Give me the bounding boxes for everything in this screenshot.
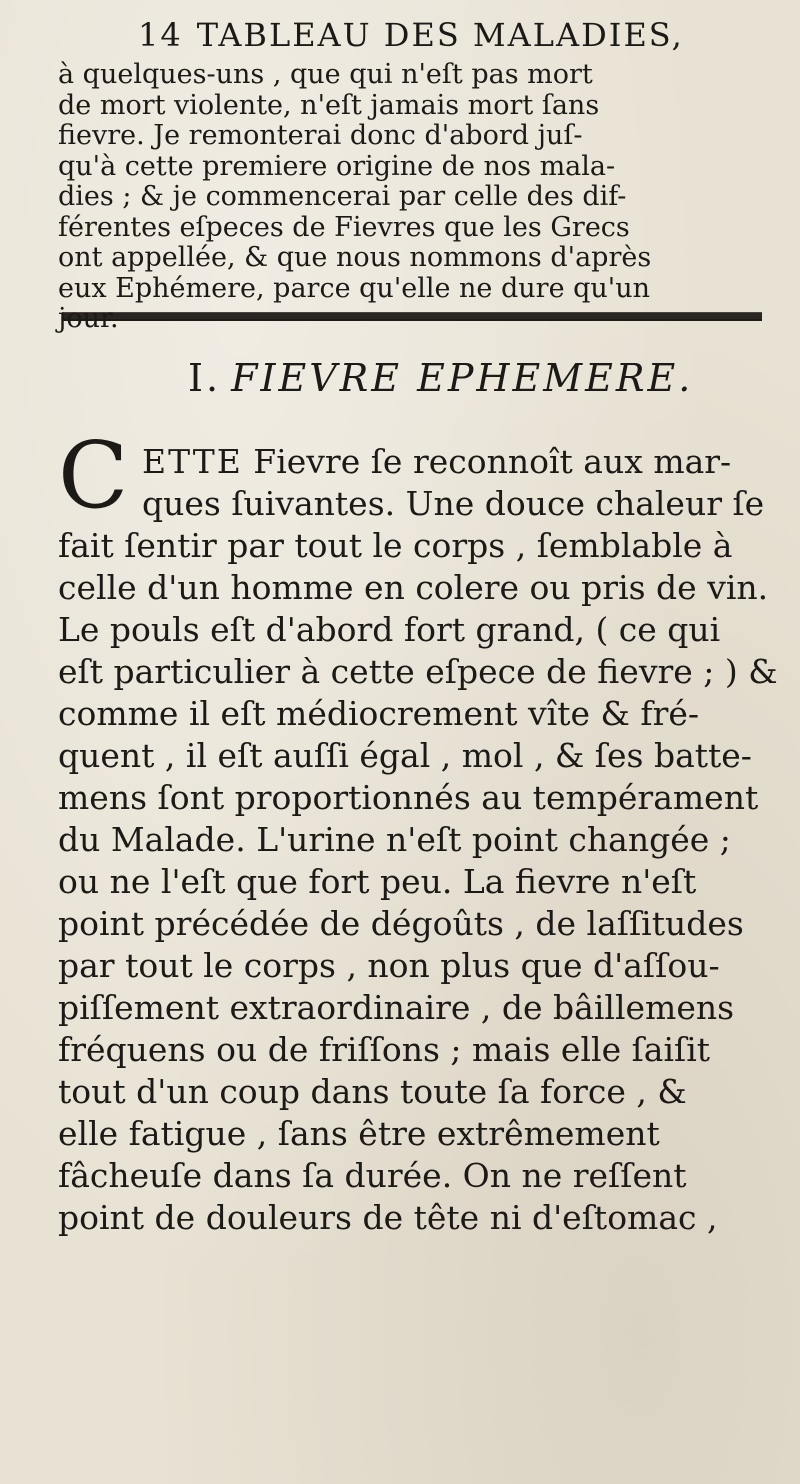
text-line: point précédée de dégoûts , de laſſitudes [58,904,744,943]
text-line: qu'à cette premiere origine de nos mala- [58,150,616,182]
section-title-text: FIEVRE EPHEMERE. [231,356,694,400]
first-word-smallcaps: ETTE [142,442,243,481]
text-line: piſſement extraordinaire , de bâillemens [58,988,735,1027]
page-number: 14 [138,16,183,54]
text-line: elle fatigue , ſans être extrêmement [58,1114,660,1153]
text-line: à quelques-uns , que qui n'eſt pas mort [58,59,593,90]
first-line-rest: Fievre ſe reconnoît aux mar- [242,442,732,481]
text-line: mens ſont proportionnés au tempérament [58,778,759,817]
text-line: fievre. Je remonterai donc d'abord juſ- [58,120,583,151]
text-line: quent , il eſt auſſi égal , mol , & ſes batte- [58,736,752,775]
text-line: Le pouls eſt d'abord fort grand, ( ce qui [58,610,721,649]
drop-cap: C [58,422,129,529]
text-line: ont appellée, & que nous nommons d'après [58,242,652,273]
second-line: ques ſuivantes. Une douce chaleur ſe [142,484,765,523]
running-title: TABLEAU DES MALADIES, [196,16,684,54]
section-divider [62,312,762,321]
text-line: eux Ephémere, parce qu'elle ne dure qu'un [58,272,651,304]
text-line: celle d'un homme en colere ou pris de vin. [58,568,769,607]
text-line: dies ; & je commencerai par celle des dif- [58,181,627,212]
text-line: par tout le corps , non plus que d'aſſou- [58,946,720,985]
text-line: de mort violente, n'eſt jamais mort ſans [58,89,600,121]
text-line: férentes eſpeces de Fievres que les Grecs [58,211,630,243]
running-header [138,16,684,54]
first-line [142,442,731,482]
text-line: eſt particulier à cette eſpece de fievre ; ) & [58,652,778,691]
text-line: jour. [58,303,119,334]
text-line: fréquens ou de friſſons ; mais elle ſaiſit [58,1030,711,1069]
text-line: ou ne l'eſt que fort peu. La fievre n'eſt [58,862,697,901]
text-line: du Malade. L'urine n'eſt point changée ; [58,820,731,859]
text-line: tout d'un coup dans toute ſa force , & [58,1072,687,1111]
text-line: fâcheuſe dans ſa durée. On ne reſſent [58,1156,687,1195]
section-heading [188,356,693,400]
text-line: point de douleurs de tête ni d'eſtomac , [58,1198,718,1237]
text-line: comme il eſt médiocrement vîte & fré- [58,694,700,733]
text-line: fait ſentir par tout le corps , ſemblable à [58,526,733,565]
section-number: I. [188,356,222,400]
